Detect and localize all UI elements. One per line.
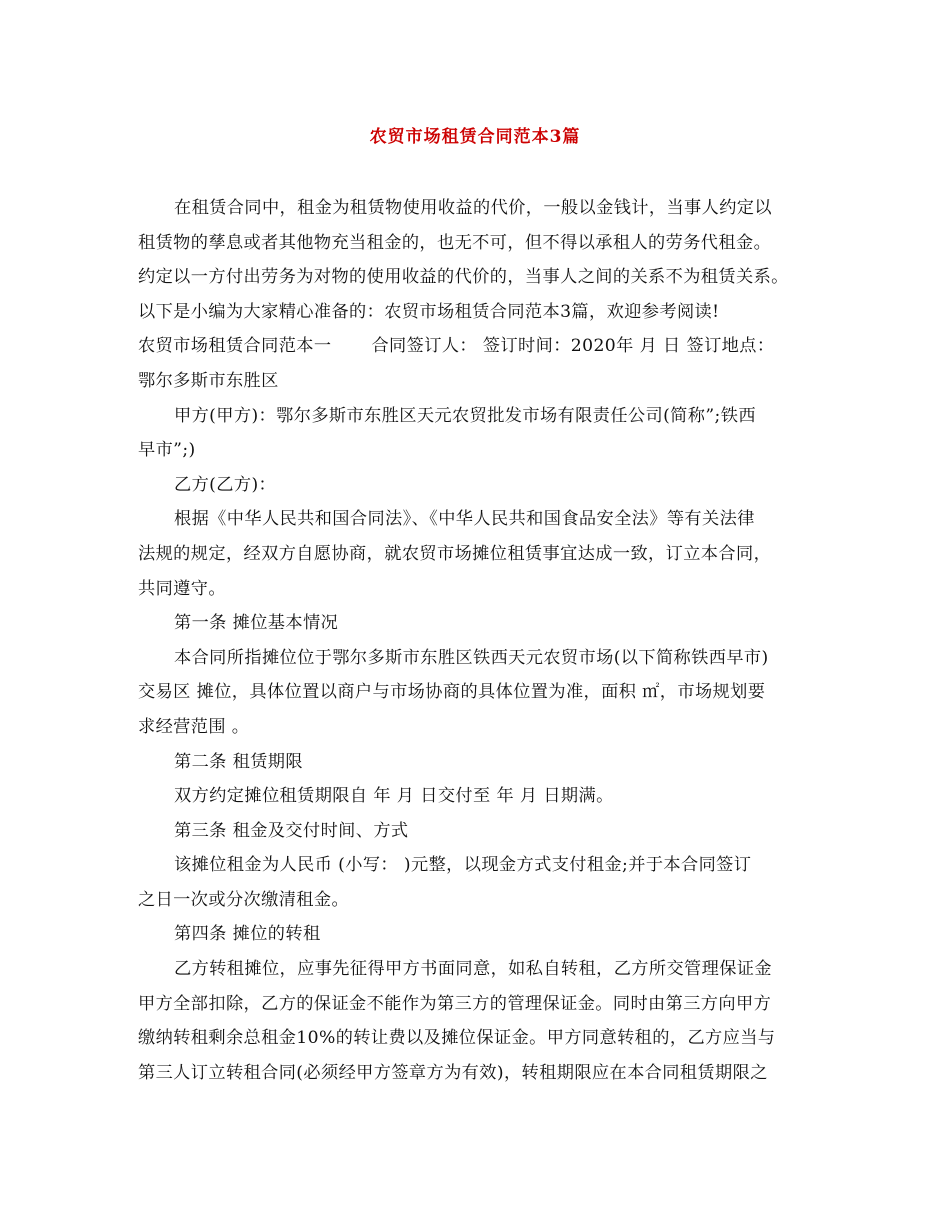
paragraph-line: 该摊位租金为人民币 (小写： )元整，以现金方式支付租金;并于本合同签订	[174, 855, 752, 876]
signing-location: 鄂尔多斯市东胜区	[138, 370, 279, 391]
contract-name: 农贸市场租赁合同范本一	[138, 336, 332, 357]
paragraph-line: 共同遵守。	[138, 578, 226, 599]
paragraph-line: 缴纳转租剩余总租金10%的转让费以及摊位保证金。甲方同意转租的，乙方应当与	[138, 1028, 776, 1049]
paragraph-line: 交易区 摊位，具体位置以商户与市场协商的具体位置为准，面积 ㎡，市场规划要	[138, 682, 766, 703]
document-body	[138, 191, 818, 1090]
paragraph-line: 早市”;)	[138, 440, 196, 461]
document-title: 农贸市场租赁合同范本3篇	[369, 127, 581, 147]
paragraph-line: 法规的规定，经双方自愿协商，就农贸市场摊位租赁事宜达成一致，订立本合同，	[138, 543, 772, 564]
paragraph-line: 双方约定摊位租赁期限自 年 月 日交付至 年 月 日期满。	[174, 786, 614, 807]
party-b: 乙方(乙方)：	[174, 474, 277, 495]
paragraph-line: 约定以一方付出劳务为对物的使用收益的代价的，当事人之间的关系不为租赁关系。	[138, 267, 789, 288]
article-heading: 第三条 租金及交付时间、方式	[174, 820, 409, 841]
paragraph-line: 租赁物的孳息或者其他物充当租金的，也无不可，但不得以承租人的劳务代租金。	[138, 232, 772, 253]
paragraph-line: 以下是小编为大家精心准备的：农贸市场租赁合同范本3篇，欢迎参考阅读!	[138, 301, 720, 322]
paragraph-line: 根据《中华人民共和国合同法》、《中华人民共和国食品安全法》等有关法律	[174, 509, 755, 530]
paragraph-line: 求经营范围 。	[138, 716, 250, 737]
party-a: 甲方(甲方)：鄂尔多斯市东胜区天元农贸批发市场有限责任公司(简称”;铁西	[174, 405, 756, 426]
paragraph-line: 乙方转租摊位，应事先征得甲方书面同意，如私自转租，乙方所交管理保证金	[174, 959, 772, 980]
paragraph-line: 甲方全部扣除，乙方的保证金不能作为第三方的管理保证金。同时由第三方向甲方	[138, 993, 772, 1014]
article-heading: 第四条 摊位的转租	[174, 924, 321, 945]
contract-header-line	[138, 329, 818, 364]
paragraph-line: 本合同所指摊位位于鄂尔多斯市东胜区铁西天元农贸市场(以下简称铁西早市)	[174, 647, 769, 668]
paragraph-line: 在租赁合同中，租金为租赁物使用收益的代价，一般以金钱计，当事人约定以	[174, 198, 772, 218]
article-heading: 第一条 摊位基本情况	[174, 613, 339, 634]
paragraph-line: 之日一次或分次缴清租金。	[138, 889, 350, 910]
signing-info: 合同签订人： 签订时间：2020年 月 日 签订地点：	[371, 336, 775, 357]
article-heading: 第二条 租赁期限	[174, 751, 303, 772]
paragraph-line: 第三人订立转租合同(必须经甲方签章方为有效)，转租期限应在本合同租赁期限之	[138, 1062, 768, 1083]
